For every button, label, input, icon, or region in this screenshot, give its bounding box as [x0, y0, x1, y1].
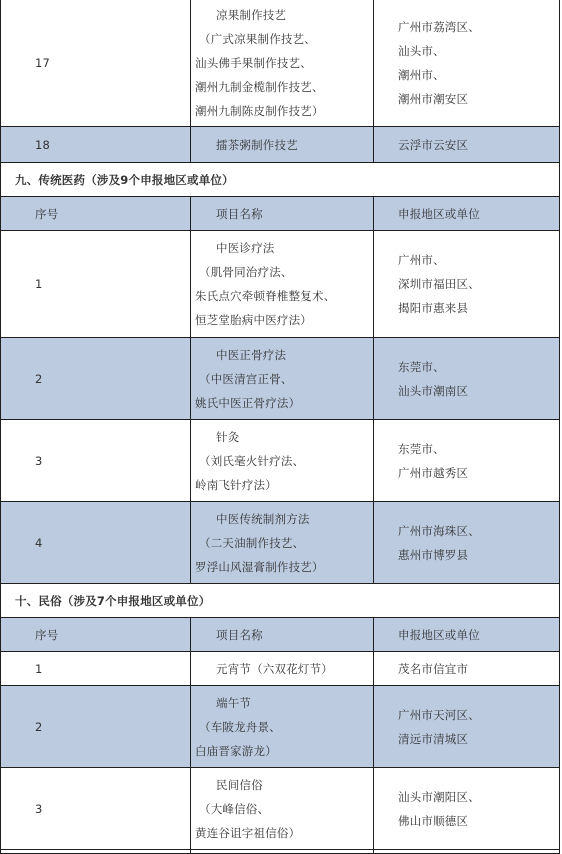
project-name-line: （中医清宫正骨、: [199, 371, 293, 386]
project-name-cell: [191, 231, 374, 338]
project-name-line: 擂茶粥制作技艺: [216, 137, 298, 152]
project-name-line: 恒芝堂胎病中医疗法）: [195, 313, 312, 327]
serial-number: 1: [1, 231, 191, 338]
project-name-cell: [191, 420, 374, 502]
project-name-line: 朱氏点穴牵顿脊椎整复术、: [195, 289, 336, 303]
region-line: 东莞市、: [398, 359, 445, 374]
project-name-line: 民间信俗: [216, 777, 263, 792]
serial-number: 3: [1, 420, 191, 502]
serial-number: 1: [1, 652, 191, 686]
region-cell: [374, 338, 560, 420]
region-line: 潮州市潮安区: [398, 91, 469, 106]
region-cell: [374, 420, 560, 502]
region-line: 汕头市潮阳区、: [398, 789, 480, 804]
project-name-line: 针灸: [216, 429, 240, 444]
table-row: [1, 338, 560, 420]
region-line: 汕头市、: [398, 43, 445, 58]
section-heading-row: [1, 163, 560, 197]
table-row: [1, 127, 560, 163]
region-cell: [374, 686, 560, 768]
project-name-line: （刘氏毫火针疗法、: [199, 453, 305, 468]
project-name-line: （大峰信俗、: [199, 801, 270, 816]
project-name-line: 黄连谷诅字祖信俗）: [195, 825, 301, 840]
project-name-cell: [191, 338, 374, 420]
serial-number: 3: [1, 768, 191, 850]
region-line: 广州市越秀区: [398, 465, 469, 480]
region-line: 云浮市云安区: [398, 137, 469, 152]
region-line: 清远市清城区: [398, 731, 469, 746]
project-name-line: 中医诊疗法: [216, 241, 275, 255]
region-line: 佛山市顺德区: [398, 813, 469, 828]
serial-number: 18: [1, 127, 191, 163]
table-row: [1, 231, 560, 338]
serial-number: 2: [1, 686, 191, 768]
region-cell: [374, 0, 560, 127]
column-header-row: [1, 618, 560, 652]
project-name-line: 中医传统制剂方法: [216, 511, 310, 526]
project-name-line: （二天油制作技艺、: [199, 535, 305, 550]
table-row: [1, 652, 560, 686]
project-name-line: 姚氏中医正骨疗法）: [195, 395, 301, 410]
project-name-line: 罗浮山风湿膏制作技艺）: [195, 559, 324, 574]
serial-number: 2: [1, 338, 191, 420]
header-serial: 序号: [1, 618, 191, 652]
header-serial: 序号: [1, 197, 191, 231]
region-line: 广州市海珠区、: [398, 523, 480, 538]
project-name-line: 潮州九制金榄制作技艺、: [195, 79, 324, 94]
project-name-cell: [191, 502, 374, 584]
project-name-cell: [191, 686, 374, 768]
table-row: [1, 686, 560, 768]
region-line: 茂名市信宜市: [398, 661, 469, 676]
section-title: 十、民俗（涉及7个申报地区或单位）: [1, 584, 560, 618]
project-name-cell: [191, 768, 374, 850]
header-name: [191, 618, 374, 652]
project-name-line: 岭南飞针疗法）: [195, 477, 277, 492]
project-name-line: （车陂龙舟景、: [199, 719, 281, 734]
region-cell: [374, 502, 560, 584]
section-heading-row: [1, 584, 560, 618]
project-name-line: 潮州九制陈皮制作技艺）: [195, 103, 324, 118]
project-name-line: 元宵节（六双花灯节）: [216, 661, 333, 676]
region-cell: [374, 768, 560, 850]
header-name: [191, 197, 374, 231]
header-name-text: 项目名称: [216, 627, 263, 642]
region-cell: [374, 652, 560, 686]
project-name-line: 中医正骨疗法: [216, 347, 287, 362]
region-line: 东莞市、: [398, 441, 445, 456]
region-line: 惠州市博罗县: [398, 547, 469, 562]
region-line: 揭阳市惠来县: [398, 301, 469, 315]
region-line: 深圳市福田区、: [398, 277, 480, 291]
project-name-line: 白庙晋家游龙）: [195, 743, 277, 758]
region-line: 广州市、: [398, 253, 445, 267]
project-name-cell: [191, 652, 374, 686]
region-line: 潮州市、: [398, 67, 445, 82]
table-row: [1, 0, 560, 127]
region-cell: [374, 231, 560, 338]
header-name-text: 项目名称: [216, 206, 263, 221]
project-name-cell: [191, 127, 374, 163]
column-header-row: [1, 197, 560, 231]
region-line: 汕头市潮南区: [398, 383, 469, 398]
table-row: [1, 768, 560, 850]
project-name-line: （肌骨同治疗法、: [199, 265, 293, 279]
table-row: [1, 420, 560, 502]
header-region: 申报地区或单位: [374, 197, 560, 231]
serial-number: 17: [1, 0, 191, 127]
table-row: [1, 502, 560, 584]
project-name-line: 凉果制作技艺: [216, 7, 287, 22]
project-name-line: （广式凉果制作技艺、: [199, 31, 316, 46]
header-region: 申报地区或单位: [374, 618, 560, 652]
project-name-line: 端午节: [216, 695, 252, 710]
region-cell: [374, 127, 560, 163]
table-body: [1, 0, 560, 854]
serial-number: 4: [1, 502, 191, 584]
region-line: 广州市荔湾区、: [398, 19, 480, 34]
region-line: 广州市天河区、: [398, 707, 480, 722]
section-title: 九、传统医药（涉及9个申报地区或单位）: [1, 163, 560, 197]
project-name-cell: [191, 0, 374, 127]
project-name-line: 汕头佛手果制作技艺、: [195, 55, 312, 70]
